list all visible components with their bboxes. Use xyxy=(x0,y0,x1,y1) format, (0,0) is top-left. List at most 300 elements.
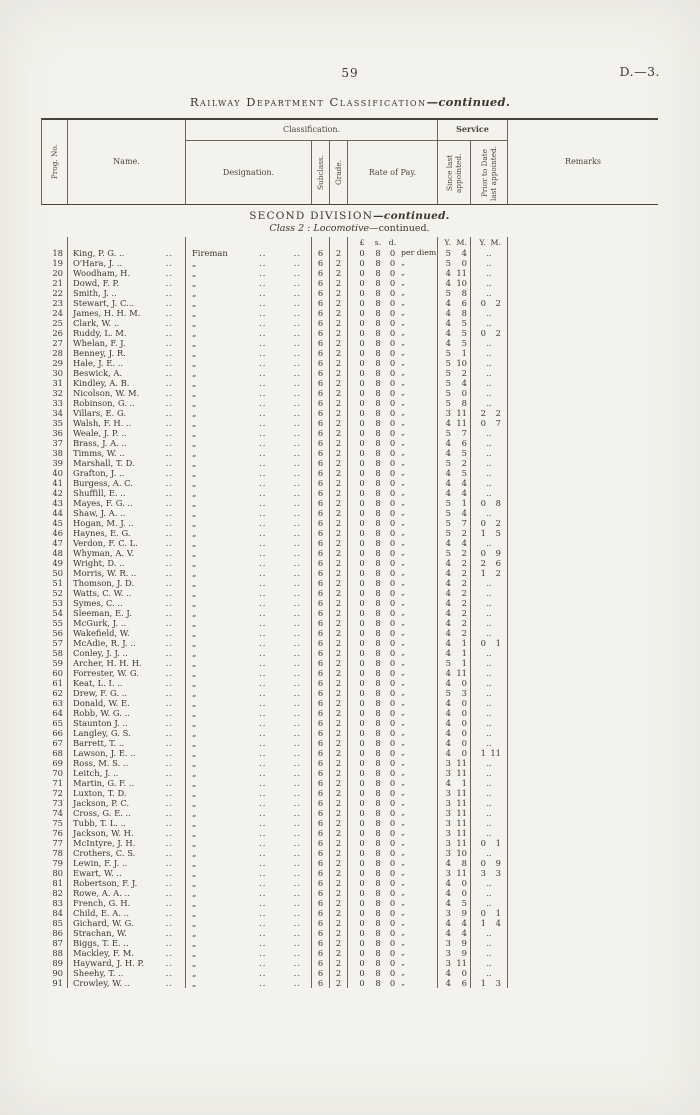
name-cell: Jackson, W. H. .. xyxy=(68,828,186,838)
table-row xyxy=(41,928,658,938)
prog-no-cell: 76 xyxy=(42,828,68,838)
rate-of-pay-cell: 0 8 0 „ xyxy=(348,868,438,878)
remarks-cell xyxy=(508,258,658,268)
table-row xyxy=(41,768,658,778)
designation-cell: „ .. .. xyxy=(186,288,312,298)
grade-cell: 2 xyxy=(330,938,348,948)
table-row xyxy=(41,978,658,988)
name-cell: Burgess, A. C. .. xyxy=(68,478,186,488)
subclass-cell: 6 xyxy=(312,608,330,618)
prior-service-cell: .. xyxy=(471,678,508,688)
remarks-cell xyxy=(508,688,658,698)
since-appointed-cell: 5 0 xyxy=(438,388,471,398)
since-appointed-cell: 4 1 xyxy=(438,648,471,658)
designation-cell: „ .. .. xyxy=(186,848,312,858)
since-appointed-cell: 4 5 xyxy=(438,328,471,338)
designation-cell: „ .. .. xyxy=(186,598,312,608)
name-cell: Leitch, J. .. .. xyxy=(68,768,186,778)
prior-service-cell: .. xyxy=(471,648,508,658)
remarks-cell xyxy=(508,278,658,288)
table-row xyxy=(41,408,658,418)
prior-service-cell: .. xyxy=(471,958,508,968)
prior-service-cell: .. xyxy=(471,578,508,588)
since-appointed-cell: 3 11 xyxy=(438,868,471,878)
table-row xyxy=(41,578,658,588)
table-row xyxy=(41,888,658,898)
designation-cell: „ .. .. xyxy=(186,448,312,458)
grade-cell: 2 xyxy=(330,248,348,258)
name-cell: Crothers, C. S. .. xyxy=(68,848,186,858)
rate-of-pay-cell: 0 8 0 „ xyxy=(348,348,438,358)
subclass-cell: 6 xyxy=(312,588,330,598)
since-appointed-cell: 4 1 xyxy=(438,638,471,648)
grade-cell: 2 xyxy=(330,818,348,828)
designation-cell: „ .. .. xyxy=(186,468,312,478)
remarks-cell xyxy=(508,568,658,578)
since-appointed-cell: 4 6 xyxy=(438,298,471,308)
since-appointed-cell: 4 0 xyxy=(438,728,471,738)
prior-service-cell: .. xyxy=(471,478,508,488)
table-row xyxy=(41,398,658,408)
grade-cell: 2 xyxy=(330,688,348,698)
table-row xyxy=(41,718,658,728)
designation-cell: „ .. .. xyxy=(186,928,312,938)
designation-cell: „ .. .. xyxy=(186,728,312,738)
since-appointed-cell: 5 8 xyxy=(438,398,471,408)
prior-service-cell: .. xyxy=(471,968,508,978)
remarks-cell xyxy=(508,798,658,808)
remarks-cell xyxy=(508,768,658,778)
designation-cell: „ .. .. xyxy=(186,588,312,598)
subclass-cell: 6 xyxy=(312,708,330,718)
prior-service-cell: 0 1 xyxy=(471,838,508,848)
since-appointed-cell: 4 11 xyxy=(438,418,471,428)
designation-cell: „ .. .. xyxy=(186,408,312,418)
table-row xyxy=(41,748,658,758)
name-cell: Lewin, F. J. .. .. xyxy=(68,858,186,868)
remarks-cell xyxy=(508,408,658,418)
designation-cell: „ .. .. xyxy=(186,488,312,498)
subclass-cell: 6 xyxy=(312,858,330,868)
remarks-cell xyxy=(508,638,658,648)
since-appointed-cell: 5 4 xyxy=(438,248,471,258)
rate-of-pay-cell: 0 8 0 „ xyxy=(348,388,438,398)
subclass-cell: 6 xyxy=(312,538,330,548)
name-cell: Robb, W. G. .. .. xyxy=(68,708,186,718)
table-row xyxy=(41,288,658,298)
prior-service-cell: .. xyxy=(471,608,508,618)
remarks-cell xyxy=(508,648,658,658)
remarks-cell xyxy=(508,918,658,928)
prior-service-cell: 0 2 xyxy=(471,518,508,528)
prog-no-cell: 64 xyxy=(42,708,68,718)
name-cell: Hogan, M. J. .. .. xyxy=(68,518,186,528)
since-appointed-cell: 5 2 xyxy=(438,528,471,538)
document-reference: D.—3. xyxy=(619,64,660,79)
since-appointed-cell: 3 11 xyxy=(438,818,471,828)
rate-of-pay-cell: 0 8 0 „ xyxy=(348,958,438,968)
prior-service-cell: .. xyxy=(471,718,508,728)
remarks-cell xyxy=(508,428,658,438)
rate-of-pay-cell: 0 8 0 „ xyxy=(348,638,438,648)
rate-of-pay-cell: 0 8 0 „ xyxy=(348,788,438,798)
rate-of-pay-cell: 0 8 0 „ xyxy=(348,828,438,838)
table-row xyxy=(41,458,658,468)
prior-service-cell: .. xyxy=(471,738,508,748)
rate-of-pay-cell: 0 8 0 „ xyxy=(348,328,438,338)
rate-of-pay-cell: 0 8 0 „ xyxy=(348,508,438,518)
designation-cell: „ .. .. xyxy=(186,328,312,338)
table-row xyxy=(41,428,658,438)
since-appointed-cell: 4 8 xyxy=(438,308,471,318)
grade-cell: 2 xyxy=(330,438,348,448)
designation-cell: „ .. .. xyxy=(186,548,312,558)
prior-service-cell: 1 4 xyxy=(471,918,508,928)
since-appointed-cell: 3 9 xyxy=(438,938,471,948)
table-row xyxy=(41,678,658,688)
subclass-cell: 6 xyxy=(312,698,330,708)
table-row xyxy=(41,668,658,678)
prior-service-cell: .. xyxy=(471,848,508,858)
grade-cell: 2 xyxy=(330,868,348,878)
designation-cell: „ .. .. xyxy=(186,318,312,328)
header-remarks: Remarks xyxy=(565,157,601,167)
designation-cell: „ .. .. xyxy=(186,538,312,548)
rate-of-pay-cell: 0 8 0 „ xyxy=(348,918,438,928)
name-cell: Haynes, E. G. .. xyxy=(68,528,186,538)
since-appointed-cell: 4 2 xyxy=(438,628,471,638)
grade-cell: 2 xyxy=(330,408,348,418)
subclass-cell: 6 xyxy=(312,468,330,478)
prog-no-cell: 40 xyxy=(42,468,68,478)
designation-cell: „ .. .. xyxy=(186,358,312,368)
remarks-cell xyxy=(508,398,658,408)
designation-cell: „ .. .. xyxy=(186,638,312,648)
table-row xyxy=(41,818,658,828)
table-row xyxy=(41,608,658,618)
remarks-cell xyxy=(508,618,658,628)
subclass-cell: 6 xyxy=(312,778,330,788)
subclass-cell: 6 xyxy=(312,888,330,898)
grade-cell: 2 xyxy=(330,528,348,538)
designation-cell: „ .. .. xyxy=(186,258,312,268)
table-row xyxy=(41,438,658,448)
grade-cell: 2 xyxy=(330,548,348,558)
subclass-cell: 6 xyxy=(312,458,330,468)
grade-cell: 2 xyxy=(330,718,348,728)
since-appointed-cell: 3 11 xyxy=(438,798,471,808)
subclass-cell: 6 xyxy=(312,838,330,848)
designation-cell: „ .. .. xyxy=(186,828,312,838)
remarks-cell xyxy=(508,838,658,848)
designation-cell: „ .. .. xyxy=(186,268,312,278)
subclass-cell: 6 xyxy=(312,808,330,818)
document-title xyxy=(0,95,700,109)
grade-cell: 2 xyxy=(330,668,348,678)
prior-service-cell: .. xyxy=(471,728,508,738)
rate-of-pay-cell: 0 8 0 „ xyxy=(348,298,438,308)
table-row xyxy=(41,478,658,488)
remarks-cell xyxy=(508,478,658,488)
name-cell: Martin, G. F. .. .. xyxy=(68,778,186,788)
prior-service-cell: .. xyxy=(471,378,508,388)
grade-cell: 2 xyxy=(330,738,348,748)
subclass-cell: 6 xyxy=(312,628,330,638)
name-cell: Jackson, P. C. .. xyxy=(68,798,186,808)
since-appointed-cell: 4 10 xyxy=(438,278,471,288)
grade-cell: 2 xyxy=(330,298,348,308)
rate-of-pay-cell: 0 8 0 „ xyxy=(348,718,438,728)
remarks-cell xyxy=(508,828,658,838)
prog-no-cell: 79 xyxy=(42,858,68,868)
prog-no-cell: 51 xyxy=(42,578,68,588)
since-appointed-cell: 3 11 xyxy=(438,958,471,968)
rate-of-pay-cell: 0 8 0 „ xyxy=(348,628,438,638)
rate-of-pay-cell: 0 8 0 „ xyxy=(348,418,438,428)
designation-cell: „ .. .. xyxy=(186,958,312,968)
subclass-cell: 6 xyxy=(312,568,330,578)
name-cell: Weale, J. P. .. .. xyxy=(68,428,186,438)
rate-of-pay-cell: 0 8 0 „ xyxy=(348,938,438,948)
since-appointed-cell: 4 0 xyxy=(438,718,471,728)
since-appointed-cell: 4 5 xyxy=(438,898,471,908)
rate-of-pay-cell: 0 8 0 „ xyxy=(348,468,438,478)
remarks-cell xyxy=(508,888,658,898)
prior-service-cell: .. xyxy=(471,468,508,478)
prior-service-cell: .. xyxy=(471,808,508,818)
remarks-cell xyxy=(508,388,658,398)
name-cell: Morris, W. R. .. .. xyxy=(68,568,186,578)
designation-cell: Fireman .. .. xyxy=(186,248,312,258)
grade-cell: 2 xyxy=(330,428,348,438)
designation-cell: „ .. .. xyxy=(186,678,312,688)
remarks-cell xyxy=(508,448,658,458)
prog-no-cell: 56 xyxy=(42,628,68,638)
prog-no-cell: 35 xyxy=(42,418,68,428)
header-classification-group xyxy=(186,120,438,204)
name-cell: Donald, W. E. .. xyxy=(68,698,186,708)
rate-of-pay-cell: 0 8 0 „ xyxy=(348,668,438,678)
since-appointed-cell: 5 1 xyxy=(438,498,471,508)
header-service: Service xyxy=(438,120,507,141)
name-cell: Child, E. A. .. .. xyxy=(68,908,186,918)
name-cell: Whelan, F. J. .. xyxy=(68,338,186,348)
designation-cell: „ .. .. xyxy=(186,428,312,438)
name-cell: Cross, G. E. .. .. xyxy=(68,808,186,818)
since-appointed-cell: 5 7 xyxy=(438,518,471,528)
rate-of-pay-cell: 0 8 0 „ xyxy=(348,398,438,408)
rate-of-pay-cell: 0 8 0 „ xyxy=(348,738,438,748)
currency-header: £ s. d. xyxy=(348,237,438,248)
rate-of-pay-cell: 0 8 0 „ xyxy=(348,968,438,978)
since-appointed-cell: 4 6 xyxy=(438,438,471,448)
rate-of-pay-cell: 0 8 0 „ xyxy=(348,818,438,828)
designation-cell: „ .. .. xyxy=(186,338,312,348)
prior-service-cell: .. xyxy=(471,248,508,258)
remarks-cell xyxy=(508,728,658,738)
subclass-cell: 6 xyxy=(312,298,330,308)
grade-cell: 2 xyxy=(330,888,348,898)
prog-no-cell: 26 xyxy=(42,328,68,338)
subclass-cell: 6 xyxy=(312,958,330,968)
table-row xyxy=(41,258,658,268)
name-cell: Sleeman, E. J. .. xyxy=(68,608,186,618)
prog-no-cell: 52 xyxy=(42,588,68,598)
remarks-cell xyxy=(508,958,658,968)
name-cell: Tubb, T. L. .. .. xyxy=(68,818,186,828)
subclass-cell: 6 xyxy=(312,498,330,508)
table-row xyxy=(41,338,658,348)
grade-cell: 2 xyxy=(330,898,348,908)
designation-cell: „ .. .. xyxy=(186,868,312,878)
rate-of-pay-cell: 0 8 0 „ xyxy=(348,908,438,918)
table-row xyxy=(41,948,658,958)
since-appointed-cell: 3 9 xyxy=(438,948,471,958)
since-appointed-cell: 4 1 xyxy=(438,778,471,788)
units-row xyxy=(41,237,658,248)
remarks-cell xyxy=(508,418,658,428)
since-appointed-cell: 3 11 xyxy=(438,808,471,818)
grade-cell: 2 xyxy=(330,538,348,548)
designation-cell: „ .. .. xyxy=(186,478,312,488)
prog-no-cell: 48 xyxy=(42,548,68,558)
subclass-cell: 6 xyxy=(312,788,330,798)
prog-no-cell: 89 xyxy=(42,958,68,968)
rate-of-pay-cell: 0 8 0 „ xyxy=(348,368,438,378)
grade-cell: 2 xyxy=(330,418,348,428)
prior-service-cell: .. xyxy=(471,668,508,678)
name-cell: Strachan, W. .. xyxy=(68,928,186,938)
since-appointed-cell: 4 0 xyxy=(438,738,471,748)
since-appointed-cell: 4 2 xyxy=(438,588,471,598)
name-cell: Walsh, F. H. .. .. xyxy=(68,418,186,428)
grade-cell: 2 xyxy=(330,258,348,268)
table-row xyxy=(41,758,658,768)
table-row xyxy=(41,588,658,598)
subclass-cell: 6 xyxy=(312,248,330,258)
grade-cell: 2 xyxy=(330,268,348,278)
name-cell: Mackley, F. M. .. xyxy=(68,948,186,958)
remarks-cell xyxy=(508,718,658,728)
prior-service-cell: 0 1 xyxy=(471,908,508,918)
subclass-cell: 6 xyxy=(312,938,330,948)
designation-cell: „ .. .. xyxy=(186,708,312,718)
remarks-cell xyxy=(508,358,658,368)
prog-no-cell: 60 xyxy=(42,668,68,678)
designation-cell: „ .. .. xyxy=(186,608,312,618)
grade-cell: 2 xyxy=(330,778,348,788)
remarks-cell xyxy=(508,948,658,958)
grade-cell: 2 xyxy=(330,658,348,668)
prog-no-cell: 32 xyxy=(42,388,68,398)
since-appointed-cell: 3 9 xyxy=(438,908,471,918)
name-cell: McIntyre, J. H. .. xyxy=(68,838,186,848)
table-row xyxy=(41,468,658,478)
prog-no-cell: 34 xyxy=(42,408,68,418)
grade-cell: 2 xyxy=(330,348,348,358)
subclass-cell: 6 xyxy=(312,828,330,838)
grade-cell: 2 xyxy=(330,768,348,778)
grade-cell: 2 xyxy=(330,728,348,738)
table-row xyxy=(41,848,658,858)
designation-cell: „ .. .. xyxy=(186,278,312,288)
prog-no-cell: 41 xyxy=(42,478,68,488)
since-appointed-cell: 5 10 xyxy=(438,358,471,368)
subclass-cell: 6 xyxy=(312,478,330,488)
ym-header-prior: Y. M. xyxy=(471,237,508,248)
grade-cell: 2 xyxy=(330,288,348,298)
designation-cell: „ .. .. xyxy=(186,738,312,748)
remarks-cell xyxy=(508,468,658,478)
prog-no-cell: 23 xyxy=(42,298,68,308)
remarks-cell xyxy=(508,848,658,858)
designation-cell: „ .. .. xyxy=(186,368,312,378)
designation-cell: „ .. .. xyxy=(186,778,312,788)
since-appointed-cell: 5 7 xyxy=(438,428,471,438)
prior-service-cell: 2 6 xyxy=(471,558,508,568)
prog-no-cell: 18 xyxy=(42,248,68,258)
designation-cell: „ .. .. xyxy=(186,888,312,898)
since-appointed-cell: 4 5 xyxy=(438,318,471,328)
name-cell: King, P. G. .. .. xyxy=(68,248,186,258)
designation-cell: „ .. .. xyxy=(186,838,312,848)
name-cell: Smith, J. .. .. xyxy=(68,288,186,298)
subclass-cell: 6 xyxy=(312,448,330,458)
subclass-cell: 6 xyxy=(312,878,330,888)
prior-service-cell: .. xyxy=(471,588,508,598)
prior-service-cell: .. xyxy=(471,258,508,268)
header-prior-to-date: Prior to Date last appointed. xyxy=(479,144,498,201)
prog-no-cell: 75 xyxy=(42,818,68,828)
remarks-cell xyxy=(508,758,658,768)
prior-service-cell: .. xyxy=(471,618,508,628)
table-row xyxy=(41,528,658,538)
subclass-cell: 6 xyxy=(312,328,330,338)
table-row xyxy=(41,958,658,968)
remarks-cell xyxy=(508,778,658,788)
table-row xyxy=(41,868,658,878)
table-row xyxy=(41,308,658,318)
name-cell: Watts, C. W. .. .. xyxy=(68,588,186,598)
prior-service-cell: .. xyxy=(471,598,508,608)
table-row xyxy=(41,908,658,918)
grade-cell: 2 xyxy=(330,318,348,328)
rate-of-pay-cell: 0 8 0 „ xyxy=(348,448,438,458)
rate-of-pay-cell: 0 8 0 „ xyxy=(348,808,438,818)
prog-no-cell: 27 xyxy=(42,338,68,348)
prog-no-cell: 25 xyxy=(42,318,68,328)
prog-no-cell: 24 xyxy=(42,308,68,318)
name-cell: Rowe, A. A. .. .. xyxy=(68,888,186,898)
grade-cell: 2 xyxy=(330,578,348,588)
prior-service-cell: .. xyxy=(471,698,508,708)
since-appointed-cell: 4 11 xyxy=(438,668,471,678)
name-cell: Mayes, F. G. .. .. xyxy=(68,498,186,508)
prior-service-cell: .. xyxy=(471,788,508,798)
prior-service-cell: .. xyxy=(471,428,508,438)
grade-cell: 2 xyxy=(330,908,348,918)
since-appointed-cell: 4 5 xyxy=(438,448,471,458)
prog-no-cell: 37 xyxy=(42,438,68,448)
prior-service-cell: 1 2 xyxy=(471,568,508,578)
prog-no-cell: 86 xyxy=(42,928,68,938)
table-row xyxy=(41,728,658,738)
name-cell: Hale, J. E. .. .. xyxy=(68,358,186,368)
designation-cell: „ .. .. xyxy=(186,348,312,358)
since-appointed-cell: 4 0 xyxy=(438,708,471,718)
remarks-cell xyxy=(508,378,658,388)
name-cell: Gichard, W. G. .. xyxy=(68,918,186,928)
